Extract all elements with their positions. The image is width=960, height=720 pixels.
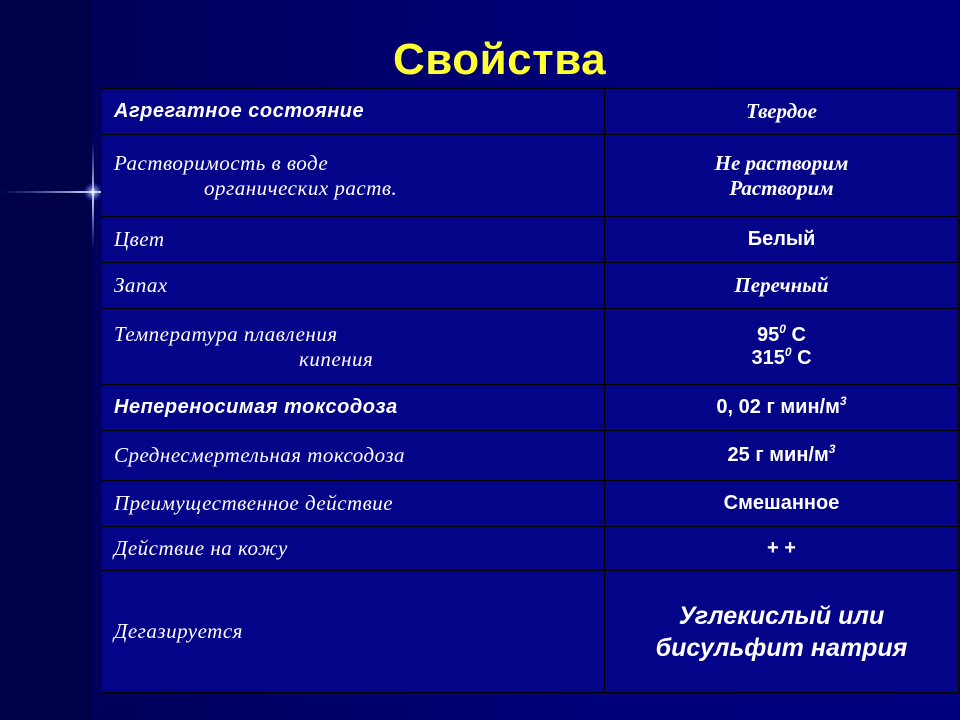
table-row bbox=[102, 481, 959, 527]
background-left-panel bbox=[0, 0, 92, 720]
row-value: Не растворим Растворим bbox=[605, 135, 959, 217]
row-value: Белый bbox=[605, 217, 959, 263]
row-label: Цвет bbox=[102, 217, 605, 263]
table-row bbox=[102, 385, 959, 431]
row-value: $95^0$ С $315^0$ С bbox=[605, 309, 959, 385]
row-value: Твердое bbox=[605, 89, 959, 135]
table-row bbox=[102, 527, 959, 571]
row-label: Дегазируется bbox=[102, 571, 605, 693]
table-row bbox=[102, 571, 959, 693]
row-label: Температура плавления кипения bbox=[102, 309, 605, 385]
row-value: Смешанное bbox=[605, 481, 959, 527]
row-label: Запах bbox=[102, 263, 605, 309]
page-title: Свойства bbox=[393, 35, 607, 84]
row-value: Углекислый или бисульфит натрия bbox=[605, 571, 959, 693]
row-value: 25 г мин/$м^3$ bbox=[605, 431, 959, 481]
table-row bbox=[102, 135, 959, 217]
table-row bbox=[102, 431, 959, 481]
table-row bbox=[102, 263, 959, 309]
row-label: Растворимость в воде органических раств. bbox=[102, 135, 605, 217]
table-row bbox=[102, 89, 959, 135]
table-row bbox=[102, 309, 959, 385]
row-value: 0, 02 г мин/$м^3$ bbox=[605, 385, 959, 431]
row-label: Непереносимая токсодоза bbox=[102, 385, 605, 431]
row-value: + + bbox=[605, 527, 959, 571]
row-label: Преимущественное действие bbox=[102, 481, 605, 527]
properties-table bbox=[101, 88, 959, 693]
row-value: Перечный bbox=[605, 263, 959, 309]
table-row bbox=[102, 217, 959, 263]
row-label: Среднесмертельная токсодоза bbox=[102, 431, 605, 481]
row-label: Действие на кожу bbox=[102, 527, 605, 571]
row-label: Агрегатное состояние bbox=[102, 89, 605, 135]
